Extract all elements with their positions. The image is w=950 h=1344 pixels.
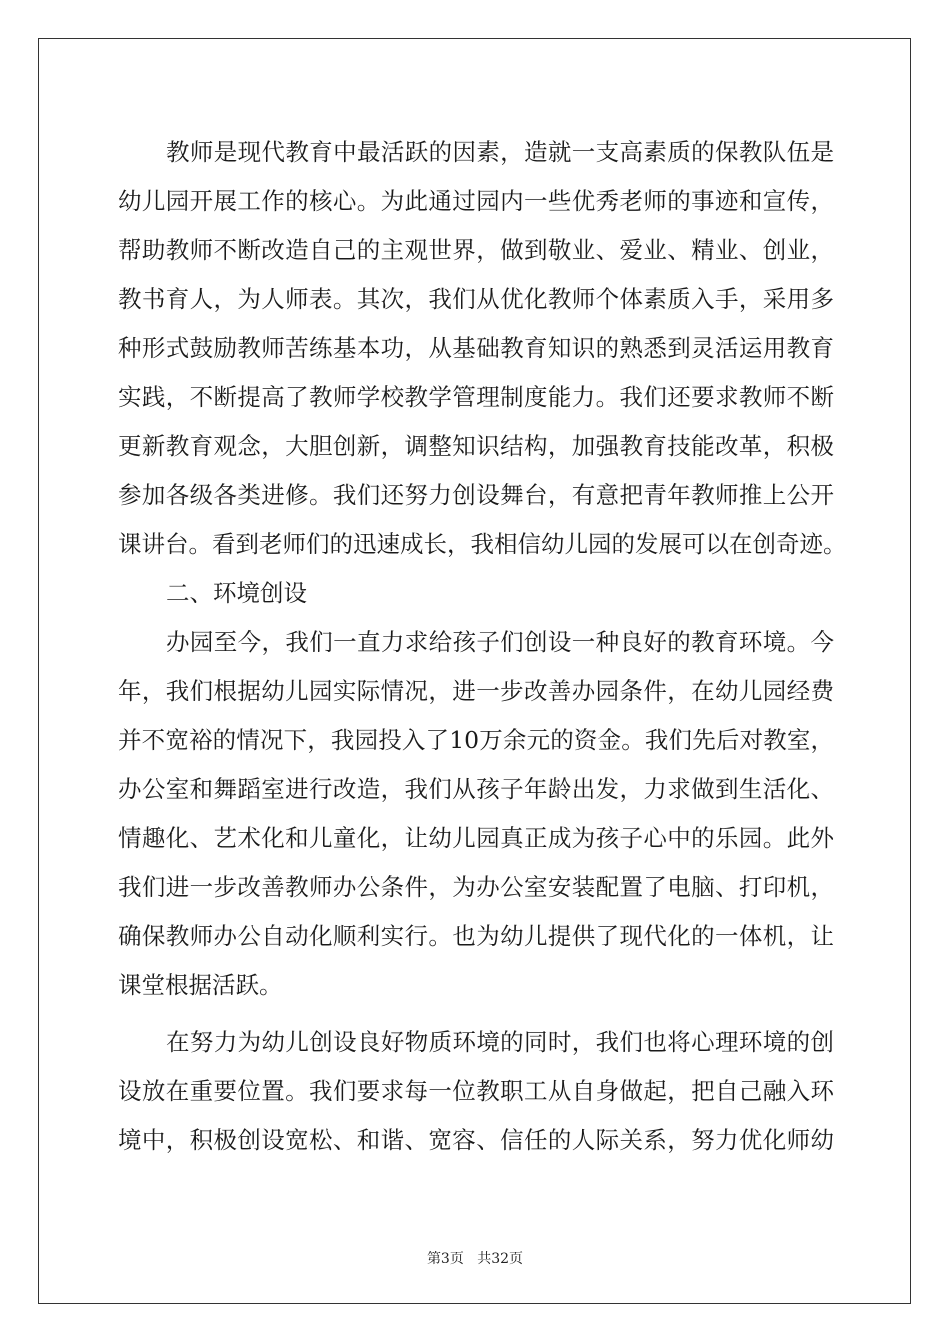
paragraph-gap — [118, 1010, 834, 1018]
page-number: 第3页 — [426, 1251, 464, 1267]
page-footer — [0, 1248, 950, 1268]
paragraph-line: 教书育人，为人师表。其次，我们从优化教师个体素质入手，采用多 — [118, 285, 834, 313]
paragraph-line: 确保教师办公自动化顺利实行。也为幼儿提供了现代化的一体机，让 — [118, 922, 834, 950]
paragraph-line: 情趣化、艺术化和儿童化，让幼儿园真正成为孩子心中的乐园。此外 — [118, 824, 834, 852]
paragraph-line: 在努力为幼儿创设良好物质环境的同时，我们也将心理环境的创 — [166, 1028, 834, 1056]
paragraph-line: 帮助教师不断改造自己的主观世界，做到敬业、爱业、精业、创业， — [118, 236, 834, 264]
paragraph-line: 幼儿园开展工作的核心。为此通过园内一些优秀老师的事迹和宣传， — [118, 187, 834, 215]
document-body — [118, 128, 847, 1165]
paragraph-line: 实践，不断提高了教师学校教学管理制度能力。我们还要求教师不断 — [118, 383, 834, 411]
paragraph-line: 更新教育观念，大胆创新，调整知识结构，加强教育技能改革，积极 — [118, 432, 834, 460]
paragraph-line: 种形式鼓励教师苦练基本功，从基础教育知识的熟悉到灵活运用教育 — [118, 334, 834, 362]
paragraph-line: 教师是现代教育中最活跃的因素，造就一支高素质的保教队伍是 — [166, 138, 834, 166]
paragraph-line: 办园至今，我们一直力求给孩子们创设一种良好的教育环境。今 — [166, 628, 834, 656]
paragraph-line: 参加各级各类进修。我们还努力创设舞台，有意把青年教师推上公开 — [118, 481, 834, 509]
paragraph-line: 并不宽裕的情况下，我园投入了10万余元的资金。我们先后对教室， — [118, 726, 834, 754]
paragraph-line: 办公室和舞蹈室进行改造，我们从孩子年龄出发，力求做到生活化、 — [118, 775, 834, 803]
paragraph-line: 年，我们根据幼儿园实际情况，进一步改善办园条件，在幼儿园经费 — [118, 677, 834, 705]
paragraph-line: 境中，积极创设宽松、和谐、宽容、信任的人际关系，努力优化师幼 — [118, 1126, 834, 1154]
paragraph-line: 课堂根据活跃。 — [118, 971, 283, 999]
paragraph-line: 课讲台。看到老师们的迅速成长，我相信幼儿园的发展可以在创奇迹。 — [118, 530, 847, 558]
total-pages: 共32页 — [477, 1251, 524, 1267]
section-heading: 二、环境创设 — [166, 579, 307, 607]
paragraph-line: 我们进一步改善教师办公条件，为办公室安装配置了电脑、打印机， — [118, 873, 834, 901]
paragraph-line: 设放在重要位置。我们要求每一位教职工从自身做起，把自己融入环 — [118, 1077, 834, 1105]
